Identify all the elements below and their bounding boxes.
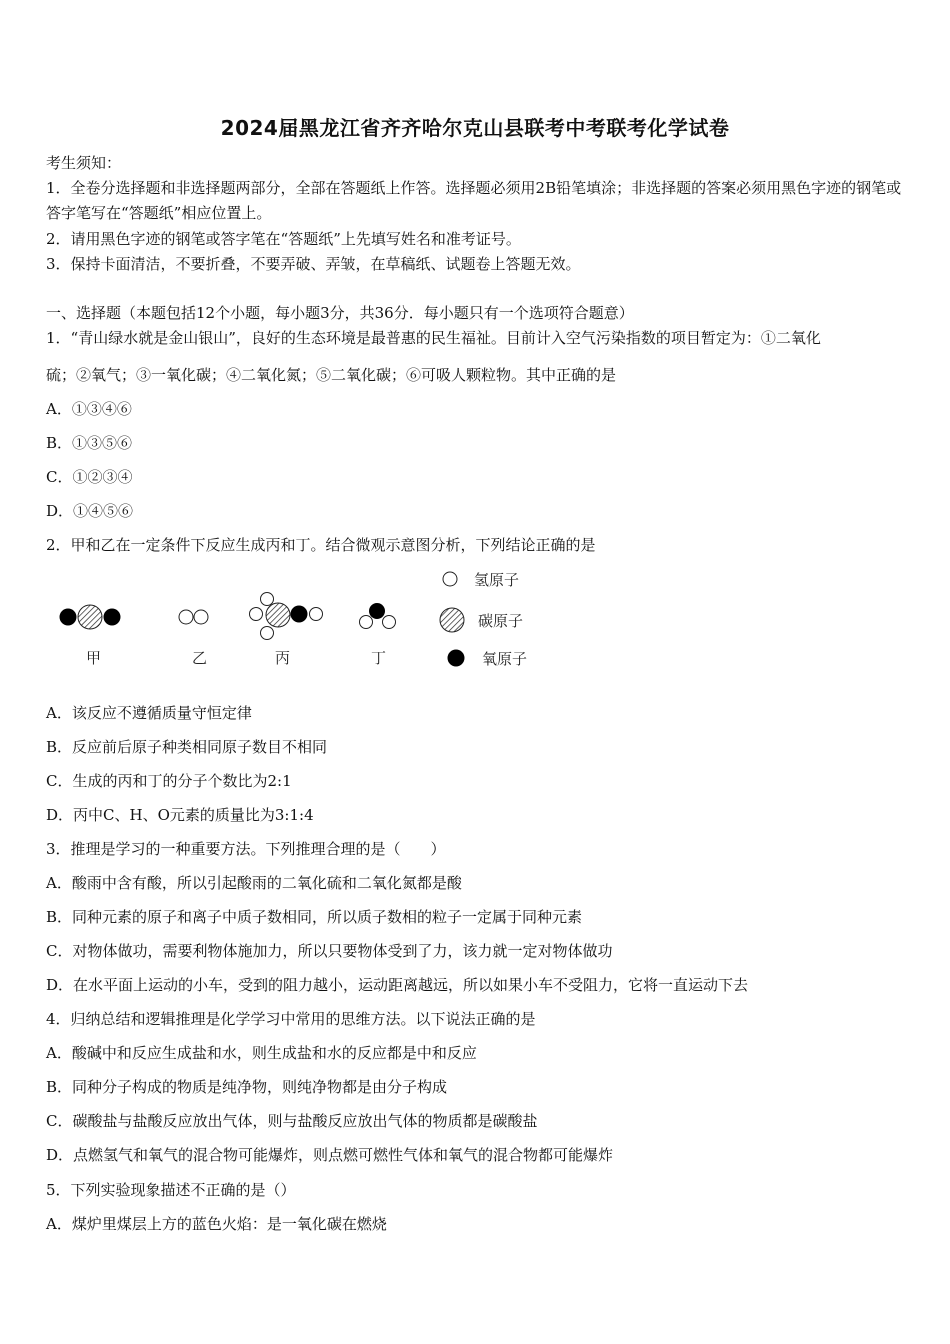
legend-carbon-label: 碳原子	[478, 612, 524, 630]
page-title: 2024届黑龙江省齐齐哈尔克山县联考中考联考化学试卷	[220, 116, 730, 140]
q4-stem: 4．归纳总结和逻辑推理是化学学习中常用的思维方法。以下说法正确的是	[46, 1010, 536, 1028]
legend-hydrogen-label: 氢原子	[474, 571, 520, 589]
molecule-bing	[250, 593, 323, 640]
legend-oxygen-icon	[448, 650, 465, 667]
q2-option-a: A．该反应不遵循质量守恒定律	[46, 704, 252, 722]
q2-option-d: D．丙中C、H、O元素的质量比为3:1:4	[46, 806, 314, 824]
molecule-ding	[360, 603, 396, 629]
q1-option-c: C．①②③④	[46, 468, 133, 486]
q2-option-c: C．生成的丙和丁的分子个数比为2:1	[46, 772, 292, 790]
q1-stem-line2: 硫；②氧气；③一氧化碳；④二氧化氮；⑤二氧化碳；⑥可吸人颗粒物。其中正确的是	[46, 366, 617, 384]
q4-option-c: C．碳酸盐与盐酸反应放出气体，则与盐酸反应放出气体的物质都是碳酸盐	[46, 1112, 538, 1130]
label-bing: 丙	[275, 649, 291, 667]
q3-stem: 3．推理是学习的一种重要方法。下列推理合理的是（ ）	[46, 840, 446, 858]
notice-item-2: 2．请用黑色字迹的钢笔或答字笔在“答题纸”上先填写姓名和准考证号。	[46, 230, 521, 248]
diagram-legend	[440, 571, 527, 668]
notice-item-3: 3．保持卡面清洁，不要折叠，不要弄破、弄皱，在草稿纸、试题卷上答题无效。	[46, 255, 581, 273]
q5-option-a: A．煤炉里煤层上方的蓝色火焰：是一氧化碳在燃烧	[46, 1215, 387, 1233]
q3-option-b: B．同种元素的原子和离子中质子数相同，所以质子数相的粒子一定属于同种元素	[46, 908, 583, 926]
notice-heading: 考生须知：	[46, 154, 122, 172]
label-jia: 甲	[86, 649, 102, 667]
molecule-yi	[179, 610, 208, 624]
notice-item-1: 1．全卷分选择题和非选择题两部分，全部在答题纸上作答。选择题必须用2B铅笔填涂；非选择题的答案必须用黑色字迹的钢笔或答字笔写在“答题纸”相应位置上。	[46, 179, 902, 222]
q3-option-d: D．在水平面上运动的小车，受到的阻力越小，运动距离越远，所以如果小车不受阻力，它将一直运动下去	[46, 976, 749, 994]
molecule-diagram	[46, 564, 566, 679]
q4-option-a: A．酸碱中和反应生成盐和水，则生成盐和水的反应都是中和反应	[46, 1044, 477, 1062]
q2-option-b: B．反应前后原子种类相同原子数目不相同	[46, 738, 328, 756]
q3-option-c: C．对物体做功，需要利物体施加力，所以只要物体受到了力，该力就一定对物体做功	[46, 942, 613, 960]
q1-stem-line1: 1．“青山绿水就是金山银山”，良好的生态环境是最普惠的民生福祉。目前计入空气污染指数的项目暂定为：①二氧化	[46, 329, 821, 347]
legend-carbon-icon	[440, 608, 464, 632]
legend-hydrogen-icon	[443, 572, 457, 586]
label-ding: 丁	[371, 649, 387, 667]
q4-option-b: B．同种分子构成的物质是纯净物，则纯净物都是由分子构成	[46, 1078, 448, 1096]
q1-option-a: A．①③④⑥	[46, 400, 132, 418]
q3-option-a: A．酸雨中含有酸，所以引起酸雨的二氧化硫和二氧化氮都是酸	[46, 874, 462, 892]
q1-option-d: D．①④⑤⑥	[46, 502, 134, 520]
q5-stem: 5．下列实验现象描述不正确的是（）	[46, 1181, 296, 1199]
molecule-jia	[60, 605, 121, 629]
q4-option-d: D．点燃氢气和氧气的混合物可能爆炸，则点燃可燃性气体和氧气的混合物都可能爆炸	[46, 1146, 614, 1164]
section-heading: 一、选择题（本题包括12个小题，每小题3分，共36分．每小题只有一个选项符合题意）	[46, 304, 634, 322]
legend-oxygen-label: 氧原子	[482, 650, 528, 668]
q2-stem: 2．甲和乙在一定条件下反应生成丙和丁。结合微观示意图分析，下列结论正确的是	[46, 536, 596, 554]
q1-option-b: B．①③⑤⑥	[46, 434, 133, 452]
label-yi: 乙	[192, 649, 208, 667]
